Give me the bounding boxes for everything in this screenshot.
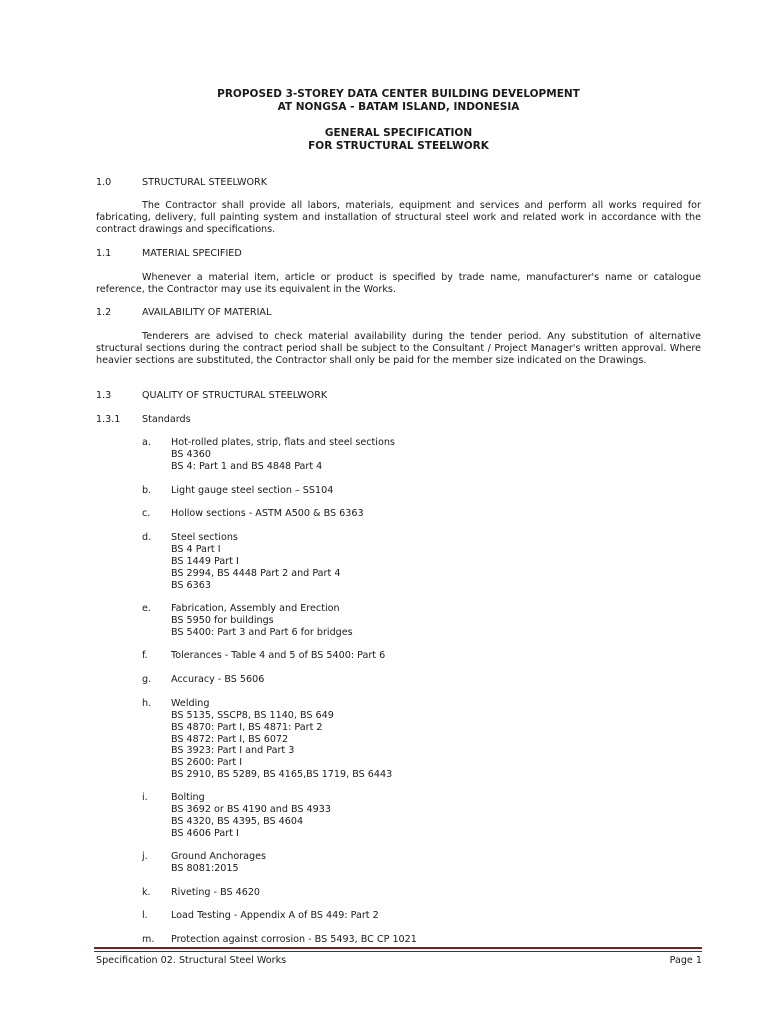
- list-item-line: Ground Anchorages: [171, 851, 267, 862]
- list-item-line: BS 5135, SSCP8, BS 1140, BS 649: [171, 710, 334, 721]
- list-item-line: BS 5400: Part 3 and Part 6 for bridges: [171, 627, 353, 638]
- list-item-line: BS 4872: Part I, BS 6072: [171, 734, 289, 745]
- section-heading: STRUCTURAL STEELWORK: [142, 177, 267, 188]
- list-item-line: BS 4 Part I: [171, 544, 221, 555]
- list-item-letter: f.: [142, 650, 148, 661]
- section-paragraph: Whenever a material item, article or product is specified by trade name, manufacturer's name or catalogue reference, the Contractor may use its equivalent in the Works.: [96, 272, 701, 295]
- list-item-line: BS 5950 for buildings: [171, 615, 274, 626]
- section-heading: QUALITY OF STRUCTURAL STEELWORK: [142, 390, 328, 401]
- list-item-letter: c.: [142, 508, 151, 519]
- list-item-line: BS 6363: [171, 580, 211, 591]
- footer-page-number: Page 1: [669, 955, 702, 966]
- list-item-letter: a.: [142, 437, 151, 448]
- list-item-line: Load Testing - Appendix A of BS 449: Part 2: [171, 910, 379, 921]
- project-title: [96, 88, 701, 114]
- list-item-letter: e.: [142, 603, 151, 614]
- list-item-line: Riveting - BS 4620: [171, 887, 261, 898]
- list-item-line: BS 3923: Part I and Part 3: [171, 745, 295, 756]
- list-item-line: Light gauge steel section – SS104: [171, 485, 334, 496]
- list-item-line: Welding: [171, 698, 210, 709]
- list-item-line: BS 2600: Part I: [171, 757, 243, 768]
- section-number: 1.3: [96, 390, 112, 401]
- list-item-line: Fabrication, Assembly and Erection: [171, 603, 340, 614]
- list-item-line: BS 1449 Part I: [171, 556, 239, 567]
- list-item-line: BS 4320, BS 4395, BS 4604: [171, 816, 304, 827]
- list-item-line: BS 8081:2015: [171, 863, 239, 874]
- section-heading: AVAILABILITY OF MATERIAL: [142, 307, 272, 318]
- section-number: 1.0: [96, 177, 112, 188]
- footer-divider: [94, 947, 702, 949]
- project-title-line1: PROPOSED 3-STOREY DATA CENTER BUILDING DEVELOPMENT: [217, 88, 580, 100]
- section-paragraph: The Contractor shall provide all labors, materials, equipment and services and perform all works required for fabricating, delivery, full painting system and installation of structural steel work and related work in accordance with the contract drawings and specifications.: [96, 200, 701, 235]
- list-item-line: Hot-rolled plates, strip, flats and steel sections: [171, 437, 395, 448]
- list-item-line: Tolerances - Table 4 and 5 of BS 5400: Part 6: [171, 650, 386, 661]
- list-item-letter: j.: [142, 851, 148, 862]
- footer-document-name: Specification 02. Structural Steel Works: [96, 955, 287, 966]
- list-item-line: BS 4360: [171, 449, 211, 460]
- spec-title-line2: FOR STRUCTURAL STEELWORK: [308, 140, 489, 152]
- list-item-line: Hollow sections - ASTM A500 & BS 6363: [171, 508, 364, 519]
- list-item-line: BS 2910, BS 5289, BS 4165,BS 1719, BS 6443: [171, 769, 393, 780]
- list-item-letter: i.: [142, 792, 148, 803]
- section-number: 1.3.1: [96, 414, 121, 425]
- section-heading: Standards: [142, 414, 191, 425]
- spec-title: [96, 127, 701, 153]
- list-item-line: Bolting: [171, 792, 205, 803]
- list-item-letter: l.: [142, 910, 148, 921]
- footer-divider-thin: [94, 951, 702, 952]
- list-item-line: BS 3692 or BS 4190 and BS 4933: [171, 804, 331, 815]
- list-item-line: Protection against corrosion - BS 5493, BC CP 1021: [171, 934, 417, 945]
- section-heading: MATERIAL SPECIFIED: [142, 248, 242, 259]
- list-item-line: BS 4: Part 1 and BS 4848 Part 4: [171, 461, 323, 472]
- list-item-letter: g.: [142, 674, 152, 685]
- list-item-letter: h.: [142, 698, 152, 709]
- list-item-line: Accuracy - BS 5606: [171, 674, 265, 685]
- list-item-line: BS 4606 Part I: [171, 828, 239, 839]
- list-item-line: BS 2994, BS 4448 Part 2 and Part 4: [171, 568, 341, 579]
- project-title-line2: AT NONGSA - BATAM ISLAND, INDONESIA: [277, 101, 520, 113]
- section-paragraph: Tenderers are advised to check material availability during the tender period. Any substitution of alternative structural sections during the contract period shall be subject to the Consultant / Project Manager's written approval. Where heavier sections are substituted, the Contractor shall only be paid for the member size indicated on the Drawings.: [96, 331, 701, 366]
- list-item-letter: d.: [142, 532, 152, 543]
- list-item-letter: k.: [142, 887, 151, 898]
- spec-title-line1: GENERAL SPECIFICATION: [324, 127, 473, 139]
- list-item-line: BS 4870: Part I, BS 4871: Part 2: [171, 722, 323, 733]
- list-item-letter: b.: [142, 485, 152, 496]
- list-item-line: Steel sections: [171, 532, 238, 543]
- section-number: 1.2: [96, 307, 112, 318]
- list-item-letter: m.: [142, 934, 155, 945]
- section-number: 1.1: [96, 248, 112, 259]
